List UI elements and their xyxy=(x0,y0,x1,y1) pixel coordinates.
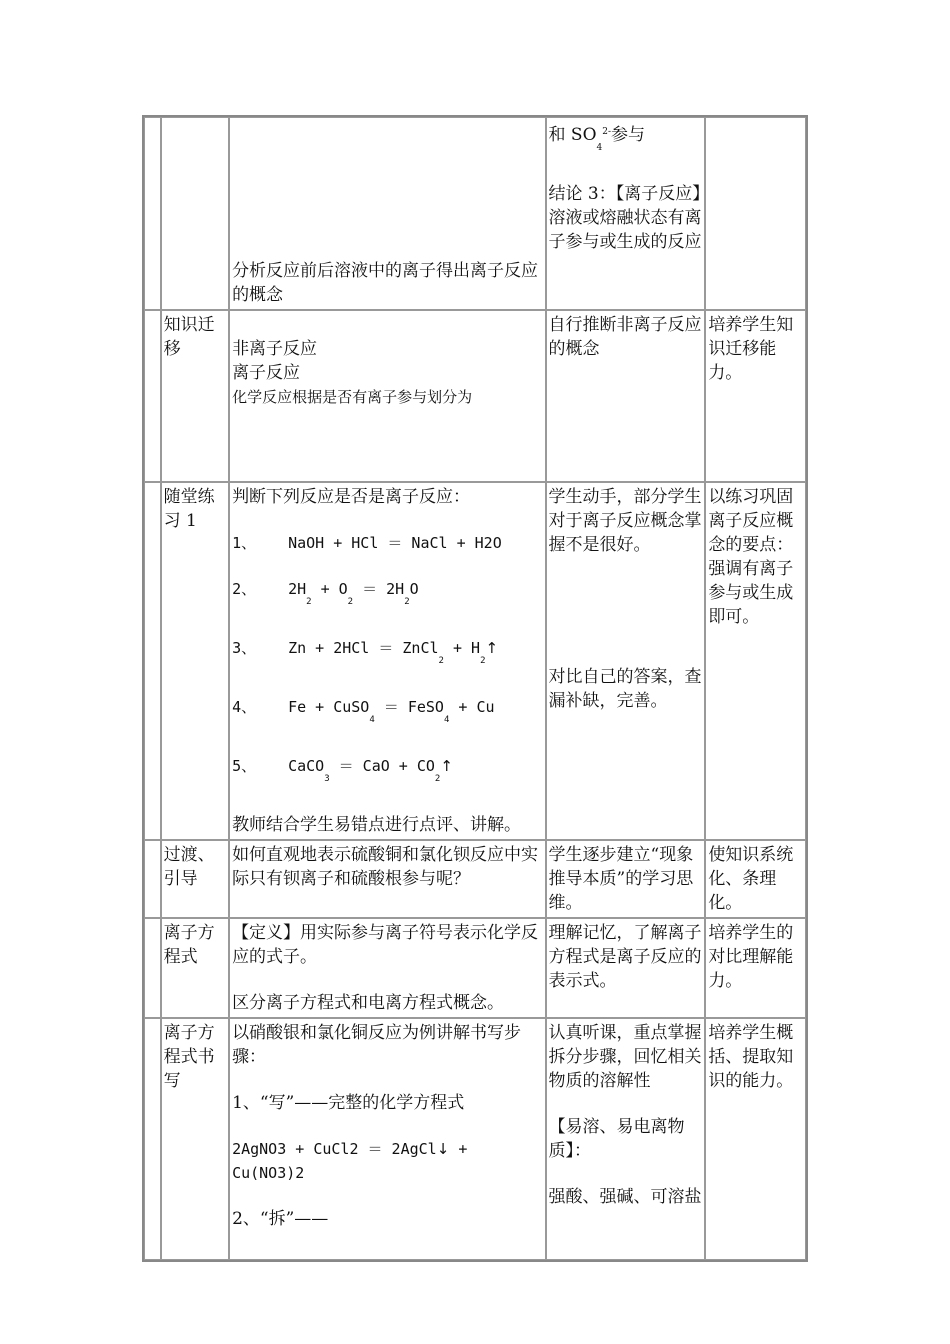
stage-cell: 随堂练习 1 xyxy=(161,482,229,840)
blank-cell xyxy=(144,840,161,918)
activity-text: 2、“拆”—— xyxy=(232,1209,329,1229)
stage-cell: 离子方程式 xyxy=(161,918,229,1018)
purpose-cell xyxy=(705,117,806,310)
student-cell: 理解记忆，了解离子方程式是离子反应的表示式。 xyxy=(546,918,706,1018)
conclusion-text: 结论 3：【离子反应】溶液或熔融状态有离子参与或生成的反应 xyxy=(548,184,702,252)
equation-2: 2、 $2H_2 + O_2 = 2H_2O$ xyxy=(232,580,419,607)
superscript: 2- xyxy=(602,127,612,137)
up-arrow-icon: ↑ xyxy=(440,757,453,775)
student-cell xyxy=(546,117,706,310)
stage-cell: 离子方程式书写 xyxy=(161,1018,229,1260)
chemical-equation: 2AgNO3 + CuCl2 ＝ 2AgCl↓ + Cu(NO3)2 xyxy=(232,1140,468,1182)
subscript: 4 xyxy=(596,143,603,153)
stage-cell xyxy=(161,117,229,310)
table-row xyxy=(144,918,806,1018)
equation-1: 1、 NaOH + HCl ＝ NaCl + H2O xyxy=(232,534,502,552)
activity-cell xyxy=(229,482,545,840)
text: 参与 xyxy=(611,125,646,145)
stage-cell: 过渡、引导 xyxy=(161,840,229,918)
student-line xyxy=(549,120,703,160)
activity-cell xyxy=(229,1018,545,1260)
student-text: 强酸、强碱、可溶盐 xyxy=(548,1187,702,1207)
activity-text: 【定义】用实际参与离子符号表示化学反应的式子。 xyxy=(232,923,539,967)
student-cell: 学生逐步建立“现象推导本质”的学习思维。 xyxy=(546,840,706,918)
lesson-plan-table xyxy=(142,115,808,1262)
down-arrow-icon: ↓ xyxy=(436,1140,450,1158)
purpose-cell: 培养学生知识迁移能力。 xyxy=(705,310,806,482)
table-row xyxy=(144,482,806,840)
student-cell: 自行推断非离子反应的概念 xyxy=(546,310,706,482)
student-cell xyxy=(546,482,706,840)
activity-note: 化学反应根据是否有离子参与划分为 xyxy=(232,388,473,406)
activity-cell xyxy=(229,918,545,1018)
text: 和 SO xyxy=(548,125,597,145)
student-text: 对比自己的答案，查漏补缺，完善。 xyxy=(548,667,702,711)
student-text: 学生动手，部分学生对于离子反应概念掌握不是很好。 xyxy=(548,487,702,555)
blank-cell xyxy=(144,117,161,310)
table-row xyxy=(144,840,806,918)
equation-4: 4、 Fe + CuSO$_4$ ＝ FeSO$_4$ + Cu xyxy=(232,698,495,725)
activity-text: 区分离子方程式和电离方程式概念。 xyxy=(232,993,505,1013)
activity-text: 以硝酸银和氯化铜反应为例讲解书写步骤： xyxy=(232,1023,522,1067)
activity-cell: 如何直观地表示硫酸铜和氯化钡反应中实际只有钡离子和硫酸根参与呢？ xyxy=(229,840,545,918)
equation-5: 5、 CaCO$_3$ ＝ CaO + $CO_2↑$ xyxy=(232,757,453,784)
stage-cell: 知识迁移 xyxy=(161,310,229,482)
table-row xyxy=(144,310,806,482)
activity-cell xyxy=(229,310,545,482)
table-row xyxy=(144,1018,806,1260)
table-row xyxy=(144,117,806,310)
up-arrow-icon: ↑ xyxy=(485,639,499,657)
purpose-cell: 培养学生概括、提取知识的能力。 xyxy=(705,1018,806,1260)
activity-line: 离子反应 xyxy=(232,363,301,383)
activity-text: 分析反应前后溶液中的离子得出离子反应的概念 xyxy=(232,261,539,305)
blank-cell xyxy=(144,310,161,482)
activity-cell xyxy=(229,117,545,310)
purpose-cell: 以练习巩固离子反应概念的要点：强调有离子参与或生成即可。 xyxy=(705,482,806,840)
equation-3: 3、 Zn + 2HCl ＝ ZnCl$_2$ + $H_2↑$ xyxy=(232,639,499,666)
activity-line: 非离子反应 xyxy=(232,339,318,359)
purpose-cell: 使知识系统化、条理化。 xyxy=(705,840,806,918)
purpose-cell: 培养学生的对比理解能力。 xyxy=(705,918,806,1018)
blank-cell xyxy=(144,918,161,1018)
student-cell xyxy=(546,1018,706,1260)
student-text: 【易溶、易电离物质】： xyxy=(548,1117,685,1161)
student-text: 认真听课，重点掌握拆分步骤，回忆相关物质的溶解性 xyxy=(548,1023,702,1091)
blank-cell xyxy=(144,1018,161,1260)
blank-cell xyxy=(144,482,161,840)
activity-outro: 教师结合学生易错点进行点评、讲解。 xyxy=(232,815,522,835)
activity-text: 1、“写”——完整的化学方程式 xyxy=(232,1093,465,1113)
activity-intro: 判断下列反应是否是离子反应： xyxy=(232,487,471,507)
